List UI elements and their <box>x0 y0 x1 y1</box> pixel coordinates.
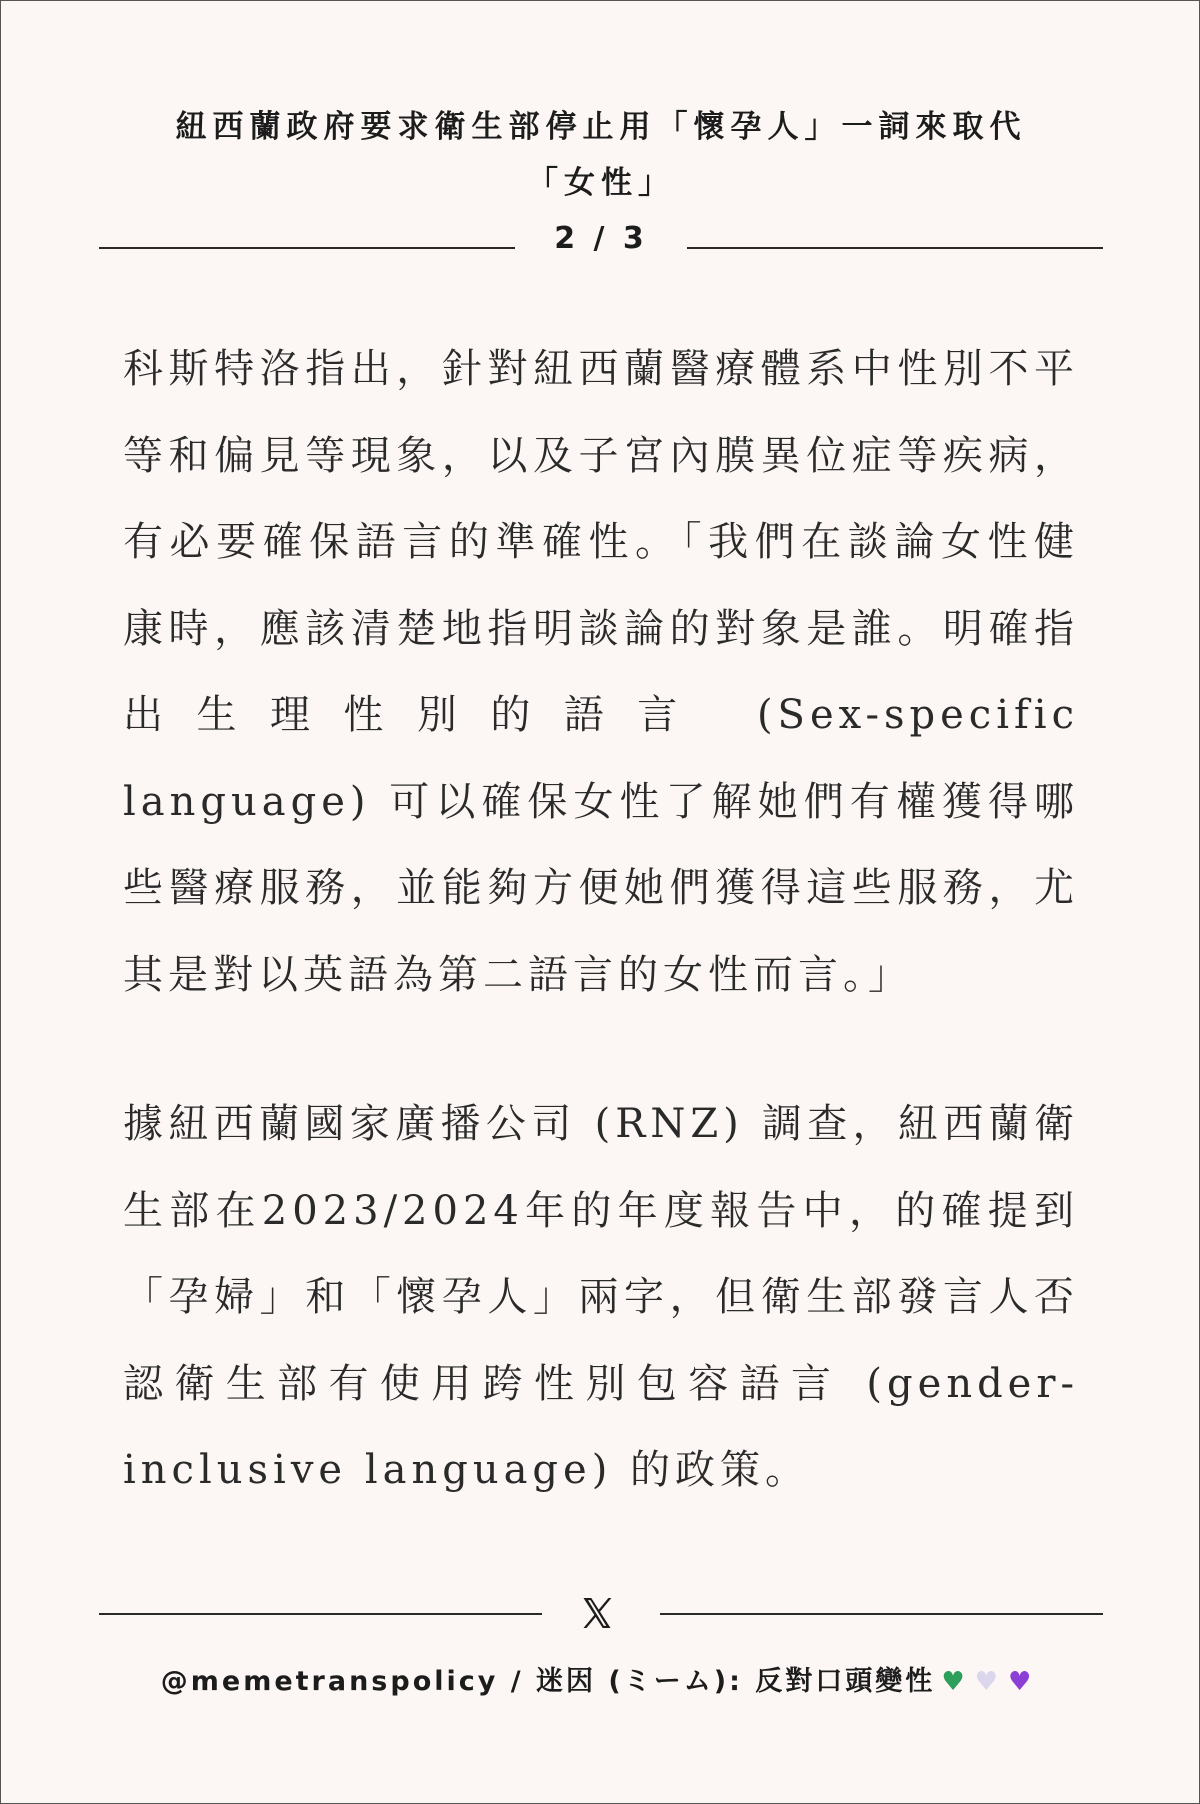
heart-emojis <box>941 1666 1041 1697</box>
page-indicator: 2 / 3 <box>554 221 648 256</box>
footer-divider-left <box>99 1613 542 1615</box>
body-paragraph-2: 據紐西蘭國家廣播公司 (RNZ) 調查，紐西蘭衛生部在2023/2024年的年度報告中，的確提到「孕婦」和「懷孕人」兩字，但衛生部發言人否認衛生部有使用跨性別包容語言 (gender-inclusive language) 的政策。 <box>123 1101 1079 1493</box>
x-logo-icon <box>579 1595 615 1631</box>
header-divider-left <box>99 247 515 249</box>
header-divider-right <box>687 247 1103 249</box>
account-handle[interactable]: @memetranspolicy / 迷因 (ミーム): 反對口頭變性 <box>160 1666 936 1697</box>
body-paragraph-1: 科斯特洛指出，針對紐西蘭醫療體系中性別不平等和偏見等現象，以及子宮內膜異位症等疾病，有必要確保語言的準確性。「我們在談論女性健康時，應該清楚地指明談論的對象是誰。明確指出生理性別的語言 (Sex-specific language) 可以確保女性了解她們有權獲得哪些醫療服務，並能夠方便她們獲得這些服務，尤其是對以英語為第二語言的女性而言。」 <box>123 346 1079 998</box>
green-heart-icon: ♥ <box>941 1667 975 1697</box>
footer-divider-right <box>660 1613 1103 1615</box>
footer-credit <box>61 1659 1141 1698</box>
purple-heart-icon: ♥ <box>1007 1667 1042 1697</box>
white-heart-icon: ♥ <box>974 1667 1008 1697</box>
page-title: 紐西蘭政府要求衛生部停止用「懷孕人」一詞來取代「女性」 <box>175 109 1027 201</box>
